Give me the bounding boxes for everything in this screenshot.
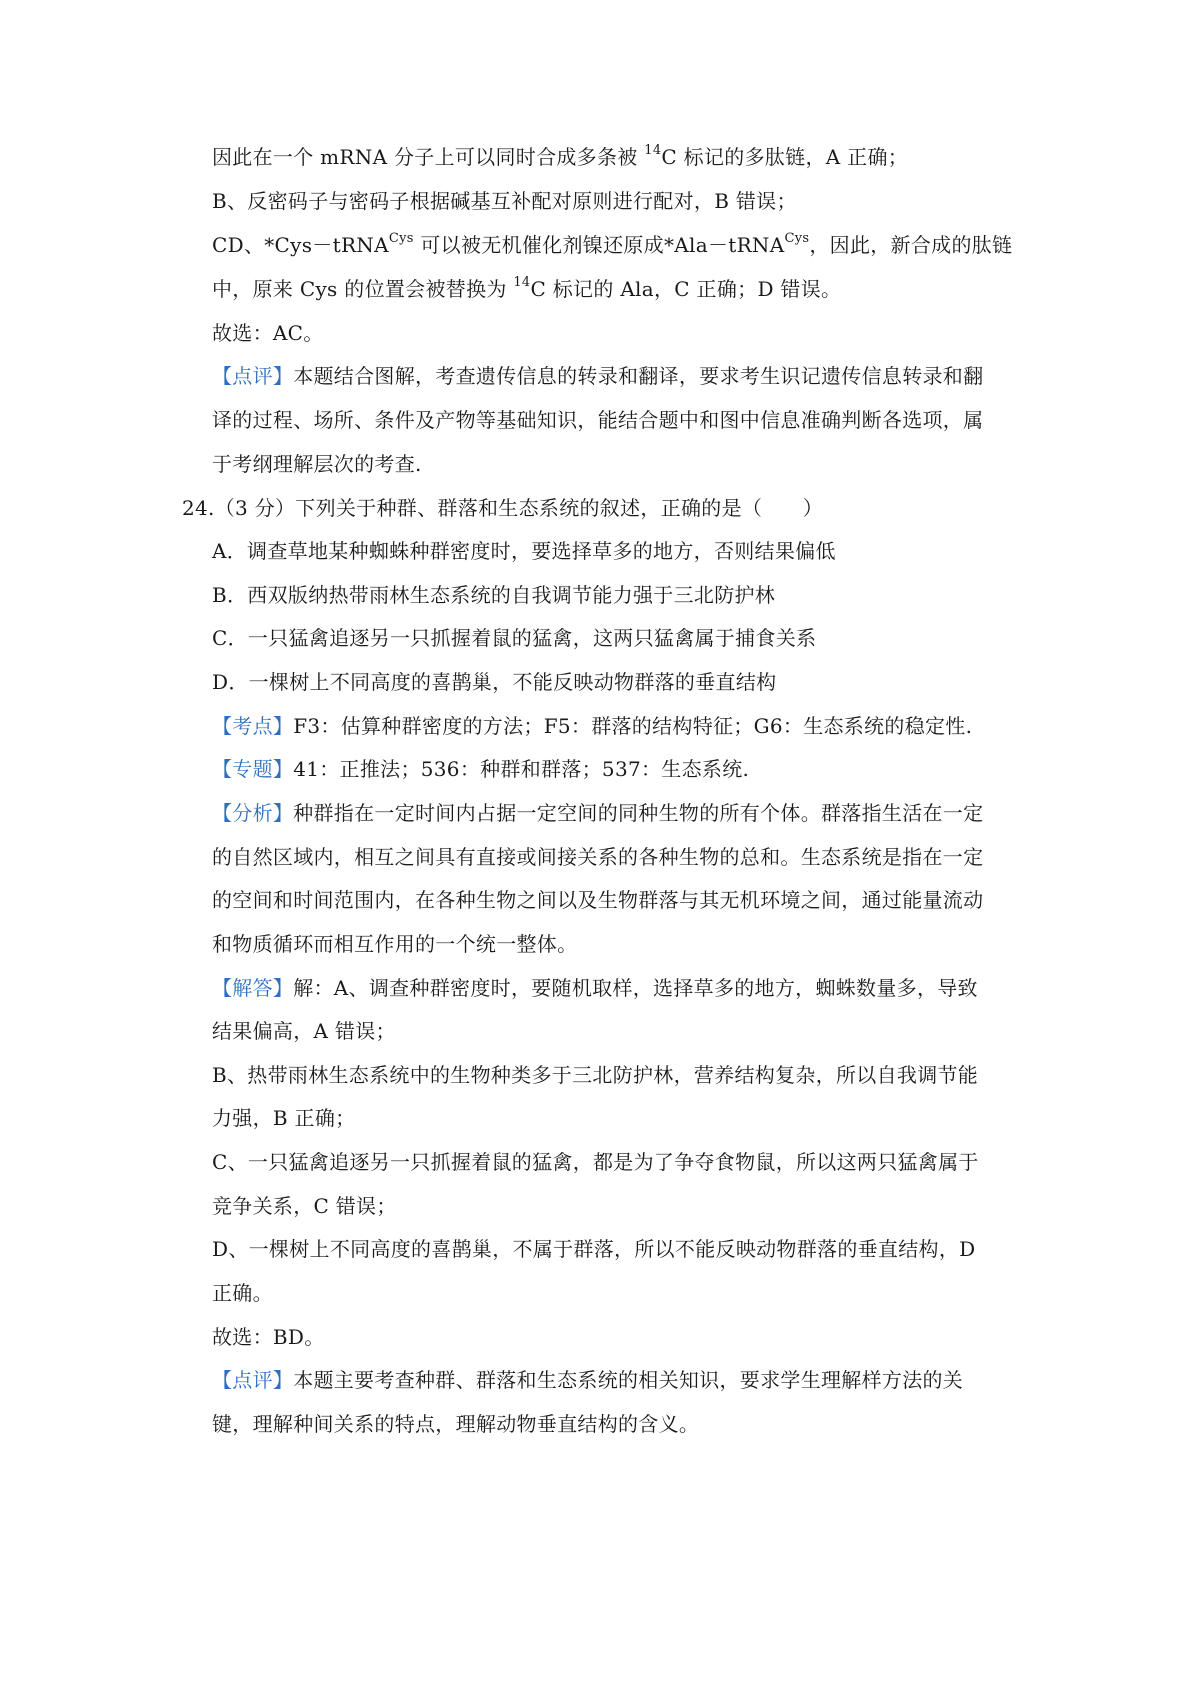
zhuanti-line [212, 755, 749, 783]
fenxi-line-4: 和物质循环而相互作用的一个统一整体。 [212, 932, 578, 956]
prev-comment-line-3: 于考纲理解层次的考查. [212, 452, 422, 476]
prev-answer-choice: 故选：AC。 [212, 321, 324, 345]
pingjia-line-2: 键，理解种间关系的特点，理解动物垂直结构的含义。 [212, 1412, 700, 1436]
text-segment: 中，原来 Cys 的位置会被替换为 [212, 277, 514, 301]
option-c: C．一只猛禽追逐另一只抓握着鼠的猛禽，这两只猛禽属于捕食关系 [212, 626, 817, 650]
jieda-line-5: C、一只猛禽追逐另一只抓握着鼠的猛禽，都是为了争夺食物鼠，所以这两只猛禽属于 [212, 1150, 979, 1174]
jieda-line-7: D、一棵树上不同高度的喜鹊巢，不属于群落，所以不能反映动物群落的垂直结构，D [212, 1237, 976, 1261]
text-segment: 本题结合图解，考查遗传信息的转录和翻译，要求考生识记遗传信息转录和翻 [293, 364, 984, 388]
prev-answer-line-4 [212, 275, 841, 303]
option-b: B．西双版纳热带雨林生态系统的自我调节能力强于三北防护林 [212, 583, 776, 607]
pingjia-line-1 [212, 1366, 963, 1394]
superscript: 14 [513, 275, 531, 291]
comment-tag: 【点评】 [212, 364, 294, 388]
kaodian-line [212, 712, 972, 740]
prev-comment-line-2: 译的过程、场所、条件及产物等基础知识，能结合题中和图中信息准确判断各选项，属 [212, 408, 984, 432]
prev-comment-line-1 [212, 362, 983, 390]
text-segment: 本题主要考查种群、群落和生态系统的相关知识，要求学生理解样方法的关 [293, 1368, 964, 1392]
question-24-stem: 24.（3 分）下列关于种群、群落和生态系统的叙述，正确的是（ ） [182, 496, 824, 520]
text-segment: 可以被无机催化剂镍还原成*Ala－tRNA [413, 233, 785, 257]
jieda-line-1 [212, 974, 978, 1002]
text-segment: 解：A、调查种群密度时，要随机取样，选择草多的地方，蜘蛛数量多，导致 [293, 976, 978, 1000]
prev-answer-line-1 [212, 143, 908, 171]
text-segment: CD、*Cys－tRNA [212, 233, 389, 257]
zhuanti-tag: 【专题】 [212, 757, 294, 781]
fenxi-line-1 [212, 799, 983, 827]
text-segment: 因此在一个 mRNA 分子上可以同时合成多条被 [212, 145, 645, 169]
fenxi-tag: 【分析】 [212, 801, 294, 825]
pingjia-tag: 【点评】 [212, 1368, 294, 1392]
jieda-line-2: 结果偏高，A 错误； [212, 1019, 396, 1043]
text-segment: C 标记的 Ala，C 正确；D 错误。 [530, 277, 842, 301]
text-segment: 种群指在一定时间内占据一定空间的同种生物的所有个体。群落指生活在一定 [293, 801, 984, 825]
jieda-tag: 【解答】 [212, 976, 294, 1000]
prev-answer-line-3 [212, 231, 1012, 259]
jieda-line-4: 力强，B 正确； [212, 1106, 356, 1130]
jieda-line-8: 正确。 [212, 1281, 273, 1305]
jieda-line-3: B、热带雨林生态系统中的生物种类多于三北防护林，营养结构复杂，所以自我调节能 [212, 1063, 979, 1087]
fenxi-line-3: 的空间和时间范围内，在各种生物之间以及生物群落与其无机环境之间，通过能量流动 [212, 888, 984, 912]
text-segment: ，因此，新合成的肽链 [809, 233, 1013, 257]
jieda-line-6: 竞争关系，C 错误； [212, 1194, 397, 1218]
option-a: A．调查草地某种蜘蛛种群密度时，要选择草多的地方，否则结果偏低 [212, 539, 836, 563]
text-segment: 41：正推法；536：种群和群落；537：生态系统. [293, 757, 750, 781]
superscript: Cys [388, 231, 414, 247]
superscript: Cys [784, 231, 810, 247]
superscript: 14 [644, 143, 662, 159]
prev-answer-line-2: B、反密码子与密码子根据碱基互补配对原则进行配对，B 错误； [212, 189, 797, 213]
kaodian-tag: 【考点】 [212, 714, 294, 738]
text-segment: C 标记的多肽链，A 正确； [661, 145, 909, 169]
answer-choice: 故选：BD。 [212, 1325, 325, 1349]
option-d: D．一棵树上不同高度的喜鹊巢，不能反映动物群落的垂直结构 [212, 670, 777, 694]
fenxi-line-2: 的自然区域内，相互之间具有直接或间接关系的各种生物的总和。生态系统是指在一定 [212, 845, 984, 869]
text-segment: F3：估算种群密度的方法；F5：群落的结构特征；G6：生态系统的稳定性. [293, 714, 973, 738]
